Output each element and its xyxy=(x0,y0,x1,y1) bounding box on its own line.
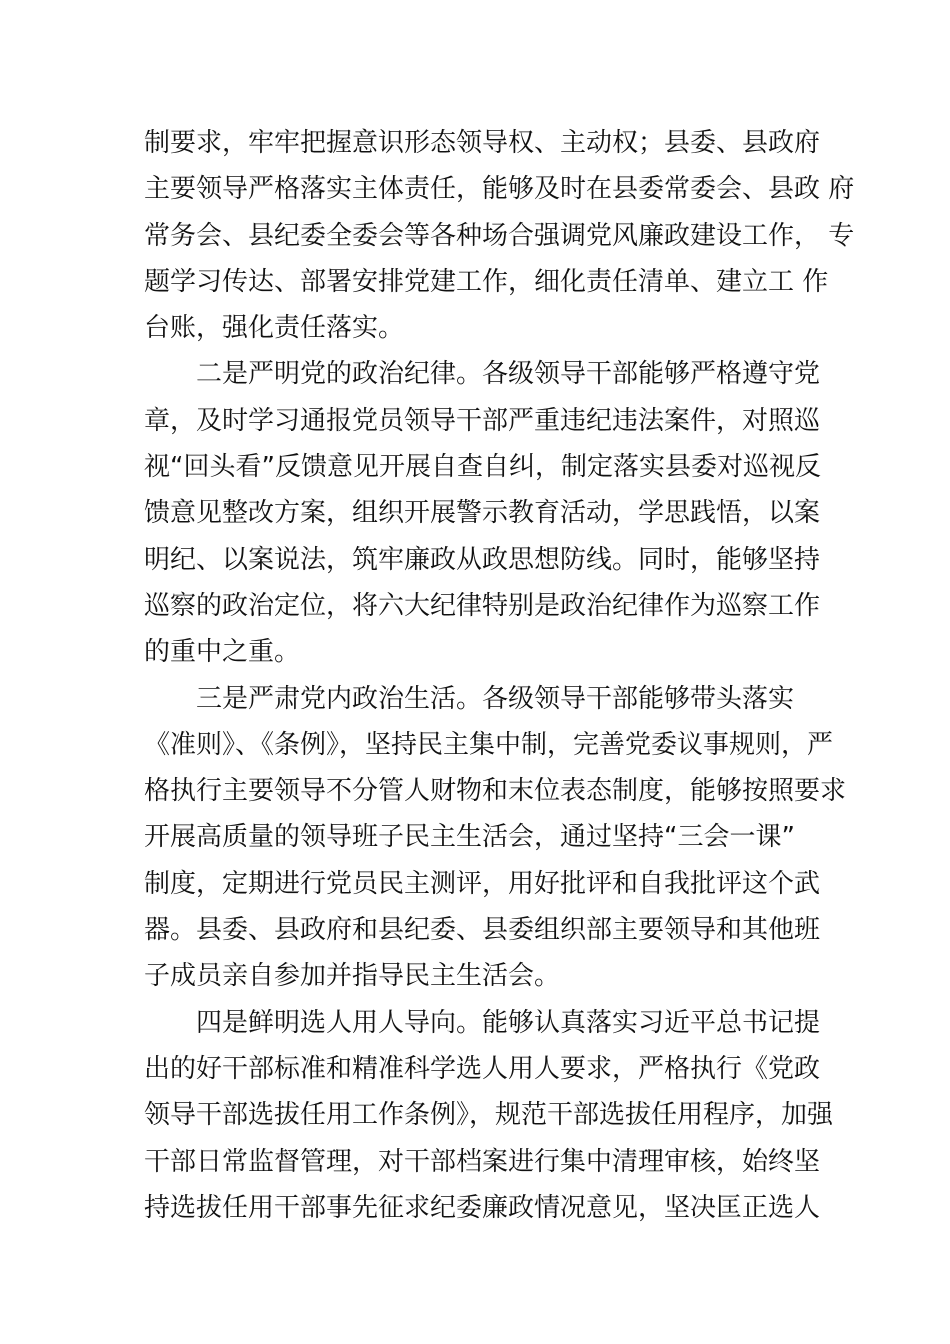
text-line: 格执行主要领导不分管人财物和末位表态制度，能够按照要求 xyxy=(144,776,847,807)
text-line: 明纪、以案说法，筑牢廉政从政思想防线。同时，能够坚持 xyxy=(144,544,821,575)
text-line: 子成员亲自参加并指导民主生活会。 xyxy=(144,961,561,992)
text-line: 制要求，牢牢把握意识形态领导权、主动权；县委、县政府 xyxy=(144,128,821,158)
text-line: 章，及时学习通报党员领导干部严重违纪违法案件，对照巡 xyxy=(144,405,821,436)
paragraph-start-line: 四是鲜明选人用人导向。能够认真落实习近平总书记提 xyxy=(196,1007,821,1038)
text-line: 领导干部选拔任用工作条例》，规范干部选拔任用程序，加强 xyxy=(144,1100,834,1131)
paragraph-start-line: 二是严明党的政治纪律。各级领导干部能够严格遵守党 xyxy=(196,359,821,390)
paragraph-start-line: 三是严肃党内政治生活。各级领导干部能够带头落实 xyxy=(196,683,795,714)
text-line: 巡察的政治定位，将六大纪律特别是政治纪律作为巡察工作 xyxy=(144,590,821,621)
text-line: 《准则》、《条例》，坚持民主集中制，完善党委议事规则，严 xyxy=(144,729,834,760)
text-line: 出的好干部标准和精准科学选人用人要求，严格执行《党政 xyxy=(144,1053,821,1084)
text-line: 制度，定期进行党员民主测评，用好批评和自我批评这个武 xyxy=(144,868,821,899)
text-line: 的重中之重。 xyxy=(144,637,301,668)
text-line: 馈意见整改方案，组织开展警示教育活动，学思践悟，以案 xyxy=(144,498,821,529)
text-line: 视“回头看”反馈意见开展自查自纠，制定落实县委对巡视反 xyxy=(144,452,821,483)
text-line: 台账，强化责任落实。 xyxy=(144,313,405,344)
text-line: 器。县委、县政府和县纪委、县委组织部主要领导和其他班 xyxy=(144,915,821,946)
text-line: 常务会、县纪委全委会等各种场合强调党风廉政建设工作， 专 xyxy=(144,220,855,251)
text-line: 开展高质量的领导班子民主生活会，通过坚持“三会一课” xyxy=(144,822,795,853)
text-line: 主要领导严格落实主体责任，能够及时在县委常委会、县政 府 xyxy=(144,174,855,205)
body-text xyxy=(144,120,855,1231)
text-line: 持选拔任用干部事先征求纪委廉政情况意见，坚决匡正选人 xyxy=(144,1192,821,1223)
text-line: 题学习传达、部署安排党建工作，细化责任清单、建立工 作 xyxy=(144,266,829,297)
text-line: 干部日常监督管理，对干部档案进行集中清理审核，始终坚 xyxy=(144,1146,821,1177)
